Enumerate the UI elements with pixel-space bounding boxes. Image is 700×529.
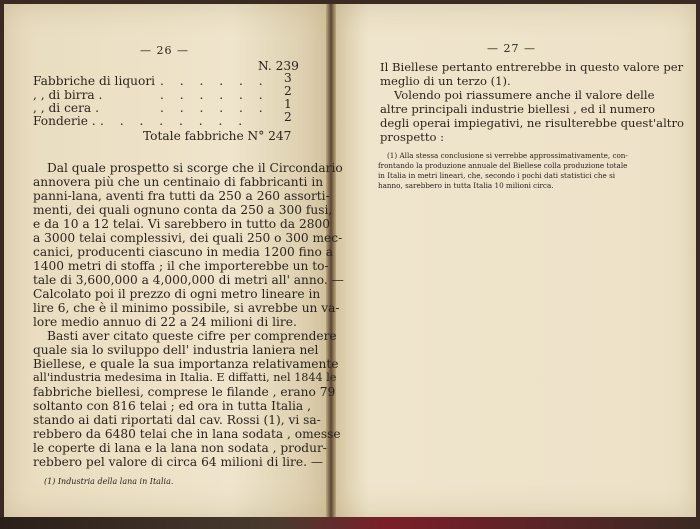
table-carry: N. 239 (258, 59, 299, 73)
table-row-label: , , di cera . (33, 101, 99, 115)
text-line: a 3000 telai complessivi, dei quali 250 o 300 mec- (33, 231, 343, 245)
text-line: quale sia lo sviluppo dell' industria laniera nel (33, 343, 319, 357)
table-row-dots: . . . . . . (160, 88, 269, 102)
text-line: stando ai dati riportati dal cav. Rossi (1), vi sa- (33, 413, 321, 427)
text-line: canici, producenti ciascuno in media 1200 fino a (33, 245, 334, 259)
text-line: lore medio annuo di 22 a 24 milioni di lire. (33, 315, 297, 329)
text-line: all'industria medesima in Italia. E diffatti, nel 1844 le (33, 371, 337, 384)
table-row-label: Fonderie . (33, 114, 96, 128)
text-line: meglio di un terzo (1). (380, 74, 511, 88)
table-row-dots: . . . . . . (160, 74, 269, 88)
text-line: 1400 metri di stoffa ; il che importerebbe un to- (33, 259, 329, 273)
text-line: fabbriche biellesi, comprese le filande , erano 79 (33, 385, 336, 399)
text-line: rebbero da 6480 telai che in lana sodata , omesse (33, 427, 341, 441)
text-line: le coperte di lana e la lana non sodata , produr- (33, 441, 327, 455)
text-line: lire 6, che è il minimo possibile, si avrebbe un va- (33, 301, 340, 315)
footnote-line: in Italia in metri lineari, che, secondo i pochi dati statistici che si (378, 171, 616, 180)
footnote-line: frontando la produzione annuale del Biellese colla produzione totale (378, 161, 628, 170)
table-row-label: , , di birra . (33, 88, 103, 102)
text-line: prospetto : (380, 130, 445, 144)
footnote-line: hanno, sarebbero in tutta Italia 10 milioni circa. (378, 181, 554, 190)
text-line: e da 10 a 12 telai. Vi sarebbero in tutto da 2800 (33, 217, 330, 231)
footnote-left: (1) Industria della lana in Italia. (44, 477, 174, 486)
text-line: menti, dei quali ognuno conta da 250 a 300 fusi, (33, 203, 333, 217)
text-line: soltanto con 816 telai ; ed ora in tutta Italia , (33, 399, 311, 413)
text-line: Biellese, e quale la sua importanza relativamente (33, 357, 339, 371)
table-row-value: 1 (284, 97, 292, 111)
text-line: Calcolato poi il prezzo di ogni metro lineare in (33, 287, 321, 301)
text-line: Volendo poi riassumere anche il valore delle (394, 88, 655, 102)
table-row-value: 2 (284, 110, 292, 124)
table-row-dots: . . . . . . (160, 101, 269, 115)
table-row-value: 2 (284, 84, 292, 98)
text-line: panni-lana, aventi fra tutti da 250 a 260 assorti- (33, 189, 330, 203)
table-row-dots: . . . . . . . . (100, 114, 249, 128)
page-number-right: — 27 — (487, 42, 536, 55)
table-row-label: Fabbriche di liquori (33, 74, 156, 88)
book-edge (0, 517, 700, 529)
text-line: Dal quale prospetto si scorge che il Circondario (47, 161, 343, 175)
text-line: Il Biellese pertanto entrerebbe in questo valore per (380, 60, 684, 74)
text-line: annovera più che un centinaio di fabbricanti in (33, 175, 324, 189)
text-line: altre principali industrie biellesi , ed il numero (380, 102, 655, 116)
text-line: degli operai impiegativi, ne risulterebbe quest'altro (380, 116, 684, 130)
text-line: tale di 3,600,000 a 4,000,000 di metri all' anno. — (33, 273, 344, 287)
page-number-left: — 26 — (140, 44, 189, 57)
footnote-line: (1) Alla stessa conclusione si verrebbe approssimativamente, con- (387, 151, 628, 160)
text-line: Basti aver citato queste cifre per comprendere (47, 329, 337, 343)
table-total: Totale fabbriche N° 247 (143, 129, 292, 143)
table-row-value: 3 (284, 71, 292, 85)
text-line: rebbero pel valore di circa 64 milioni di lire. — (33, 455, 324, 469)
